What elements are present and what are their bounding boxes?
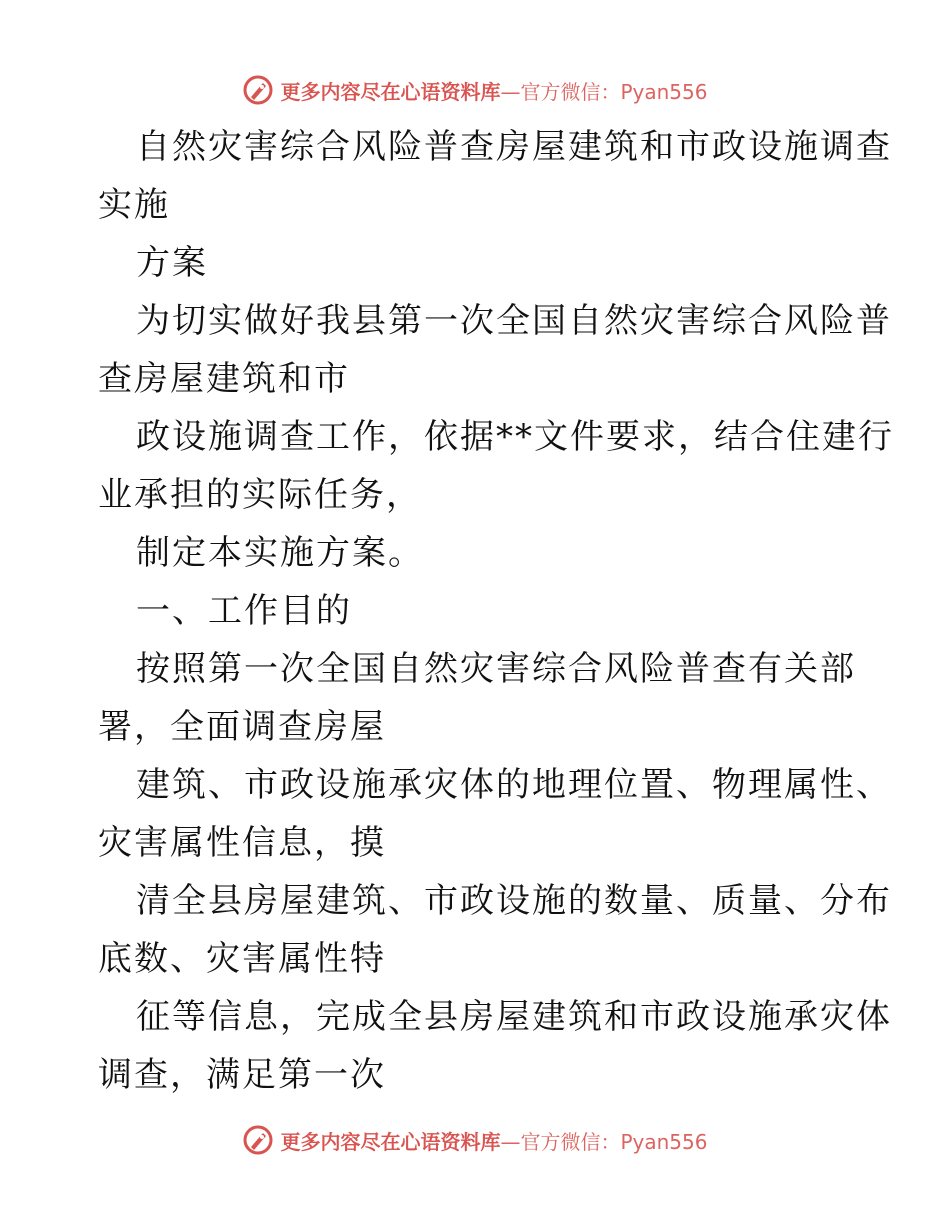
body-line: 征等信息，完成全县房屋建筑和市政设施承灾体 [136, 997, 892, 1037]
body-line: 清全县房屋建筑、市政设施的数量、质量、分布 [136, 881, 892, 921]
body-line: 政设施调查工作，依据**文件要求，结合住建行 [136, 417, 894, 457]
body-line: 按照第一次全国自然灾害综合风险普查有关部 [136, 649, 856, 689]
body-line: 底数、灾害属性特 [98, 939, 386, 979]
watermark-suffix: 官方微信：Pyan556 [520, 1129, 708, 1154]
document-body [98, 118, 894, 1104]
body-line: 业承担的实际任务， [98, 475, 422, 515]
pen-logo-icon [242, 1124, 274, 1156]
body-line: 灾害属性信息，摸 [98, 823, 386, 863]
body-line: 查房屋建筑和市 [98, 359, 350, 399]
pen-logo-icon [242, 74, 274, 106]
watermark-main-text: 更多内容尽在心语资料库 [280, 1129, 501, 1154]
body-line: 建筑、市政设施承灾体的地理位置、物理属性、 [136, 765, 892, 805]
body-line: 制定本实施方案。 [136, 533, 424, 573]
body-line: 实施 [98, 185, 170, 225]
body-line: 方案 [136, 243, 208, 283]
header-watermark [0, 70, 950, 110]
footer-watermark [0, 1120, 950, 1160]
watermark-main-text: 更多内容尽在心语资料库 [280, 79, 501, 104]
body-line: 为切实做好我县第一次全国自然灾害综合风险普 [136, 301, 892, 341]
section-heading: 一、工作目的 [136, 591, 352, 631]
body-line: 调查，满足第一次 [98, 1055, 386, 1095]
watermark-suffix: 官方微信：Pyan556 [520, 79, 708, 104]
body-line: 自然灾害综合风险普查房屋建筑和市政设施调查 [136, 127, 892, 167]
watermark-separator: — [500, 1129, 521, 1154]
watermark-separator: — [500, 79, 521, 104]
body-line: 署，全面调查房屋 [98, 707, 386, 747]
